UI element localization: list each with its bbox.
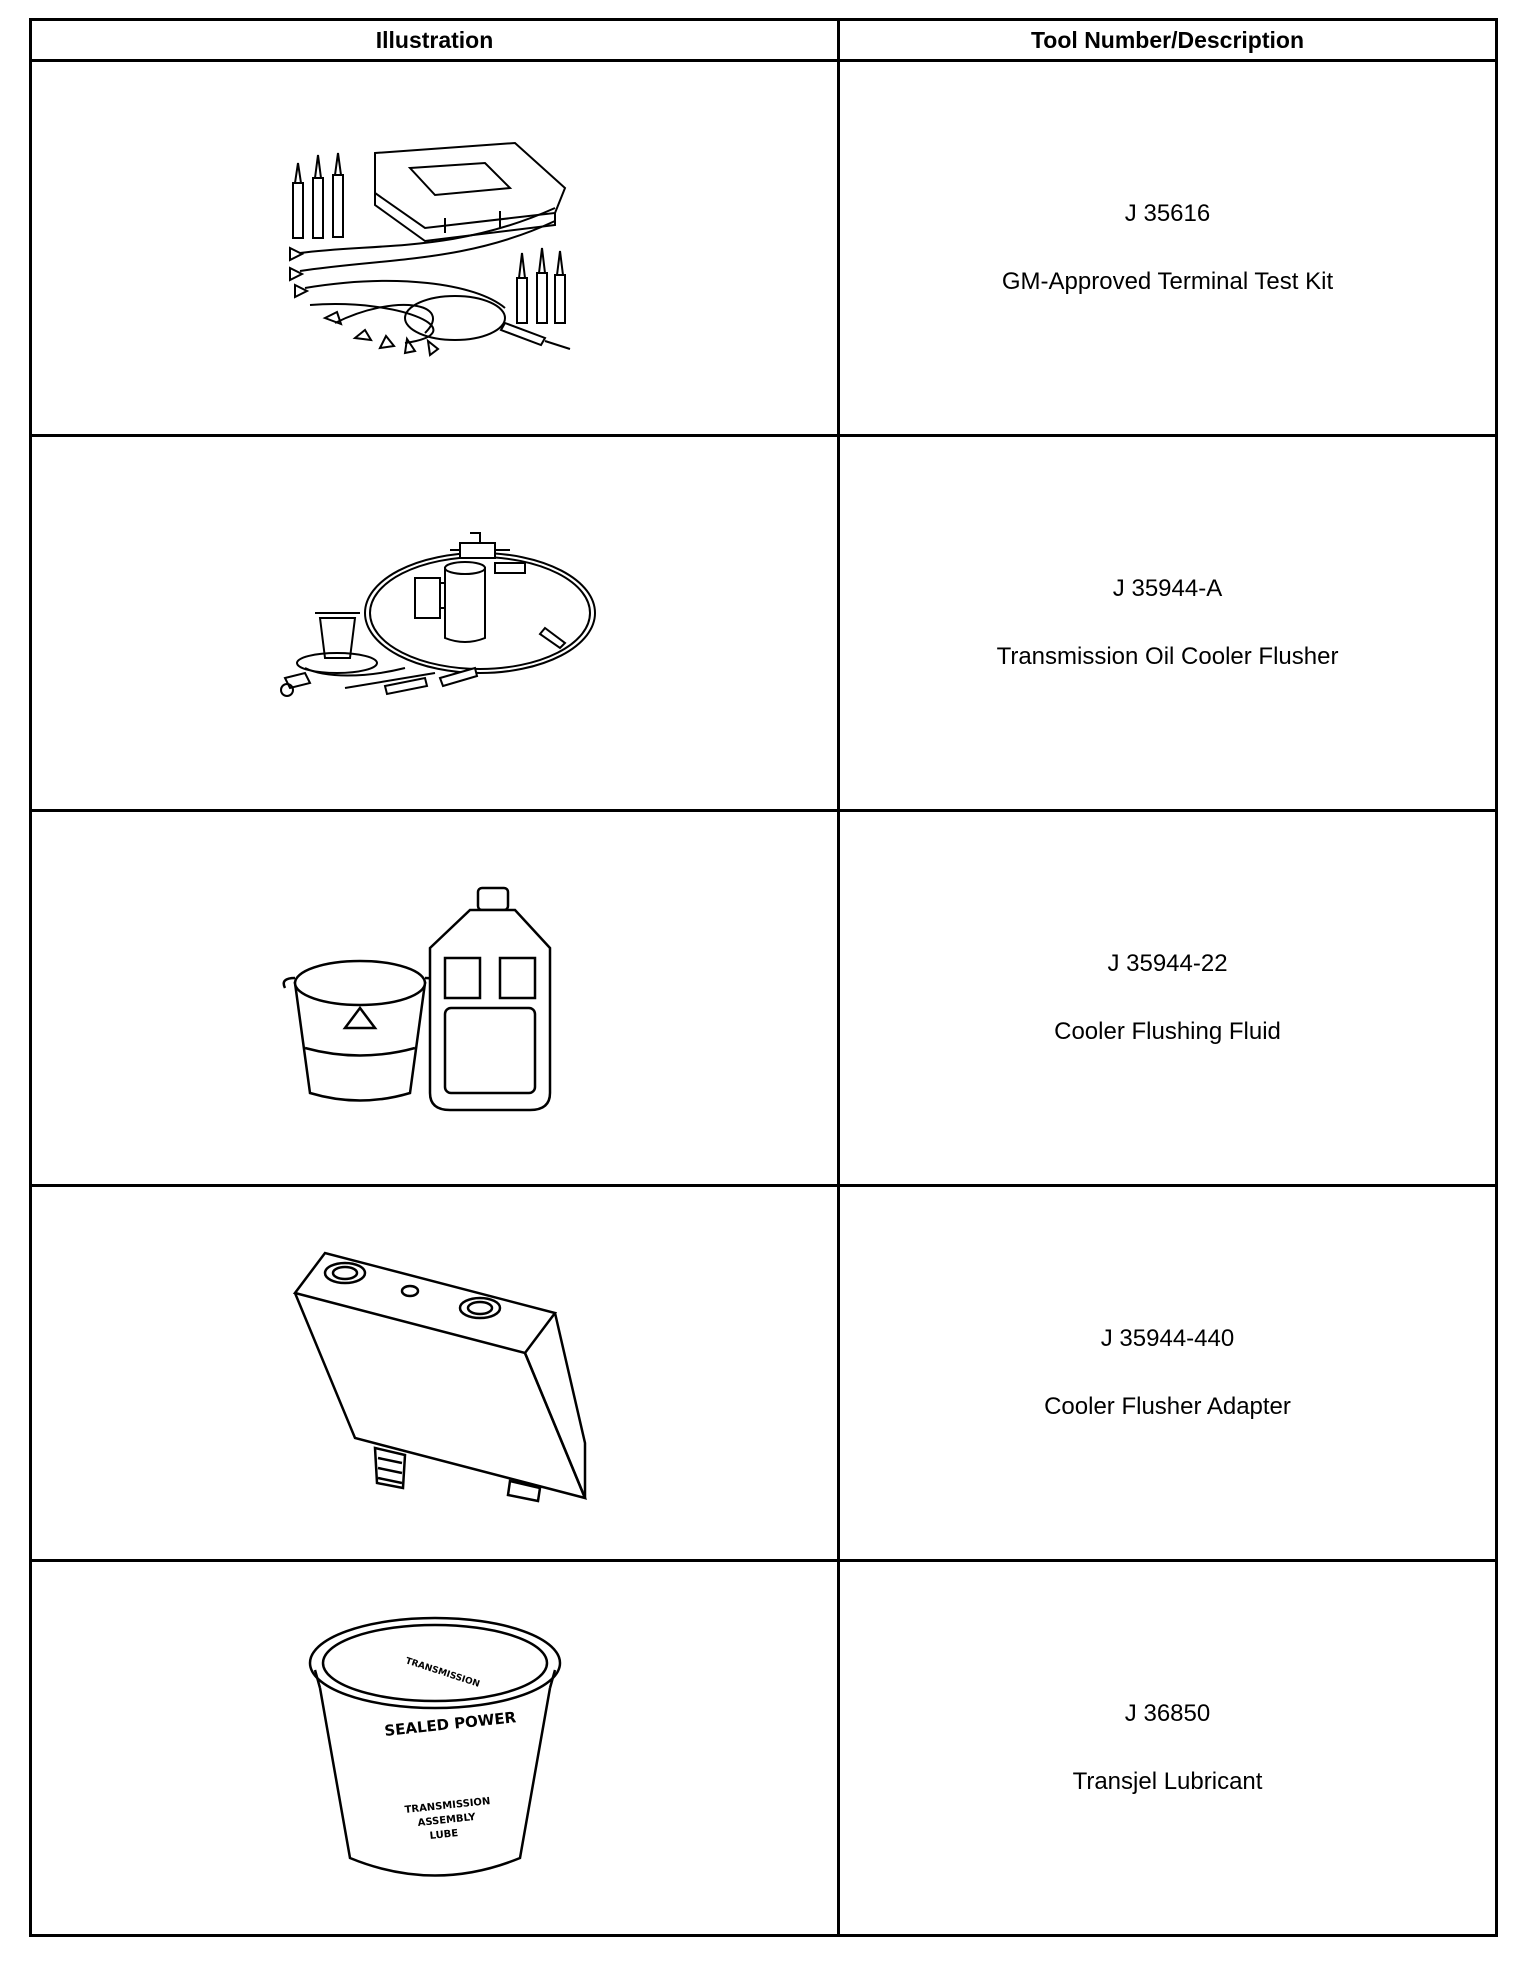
description-cell (839, 61, 1497, 436)
tools-table (29, 18, 1498, 1937)
tool-number: J 35616 (1124, 200, 1211, 227)
tub-label-line1: TRANSMISSION (403, 1796, 491, 1816)
tool-description: Cooler Flushing Fluid (1054, 1018, 1281, 1045)
illustration-cell (31, 436, 839, 811)
table-row (31, 436, 1497, 811)
tub-label-line2: ASSEMBLY (416, 1811, 476, 1829)
description-cell (839, 1561, 1497, 1936)
tool-description: Cooler Flusher Adapter (1044, 1393, 1291, 1420)
flushing-fluid-icon (275, 878, 595, 1118)
tool-description: GM-Approved Terminal Test Kit (1001, 268, 1334, 295)
tool-number: J 35944-22 (1107, 950, 1228, 977)
table-row (31, 1561, 1497, 1936)
terminal-test-kit-icon (255, 133, 615, 363)
illustration-cell (31, 1561, 839, 1936)
illustration-cell (31, 1186, 839, 1561)
lubricant-tub-icon (300, 1608, 570, 1888)
oil-cooler-flusher-icon (265, 528, 605, 718)
illustration-cell (31, 811, 839, 1186)
header-row (31, 20, 1497, 61)
tool-description: Transjel Lubricant (1072, 1768, 1263, 1795)
description-cell (839, 436, 1497, 811)
tub-brand-text: SEALED POWER (383, 1708, 517, 1740)
tool-number: J 35944-A (1112, 575, 1223, 602)
table-row (31, 61, 1497, 436)
tub-label-line3: LUBE (428, 1828, 459, 1842)
flusher-adapter-icon (275, 1243, 595, 1503)
illustration-header: Illustration (31, 20, 839, 61)
table-row (31, 1186, 1497, 1561)
tub-lid-text: TRANSMISSION (403, 1656, 481, 1690)
tool-number: J 35944-440 (1100, 1325, 1235, 1352)
tool-description: Transmission Oil Cooler Flusher (996, 643, 1339, 670)
illustration-cell (31, 61, 839, 436)
table-row (31, 811, 1497, 1186)
tool-number: J 36850 (1124, 1700, 1211, 1727)
tool-header: Tool Number/Description (839, 20, 1497, 61)
description-cell (839, 1186, 1497, 1561)
description-cell (839, 811, 1497, 1186)
